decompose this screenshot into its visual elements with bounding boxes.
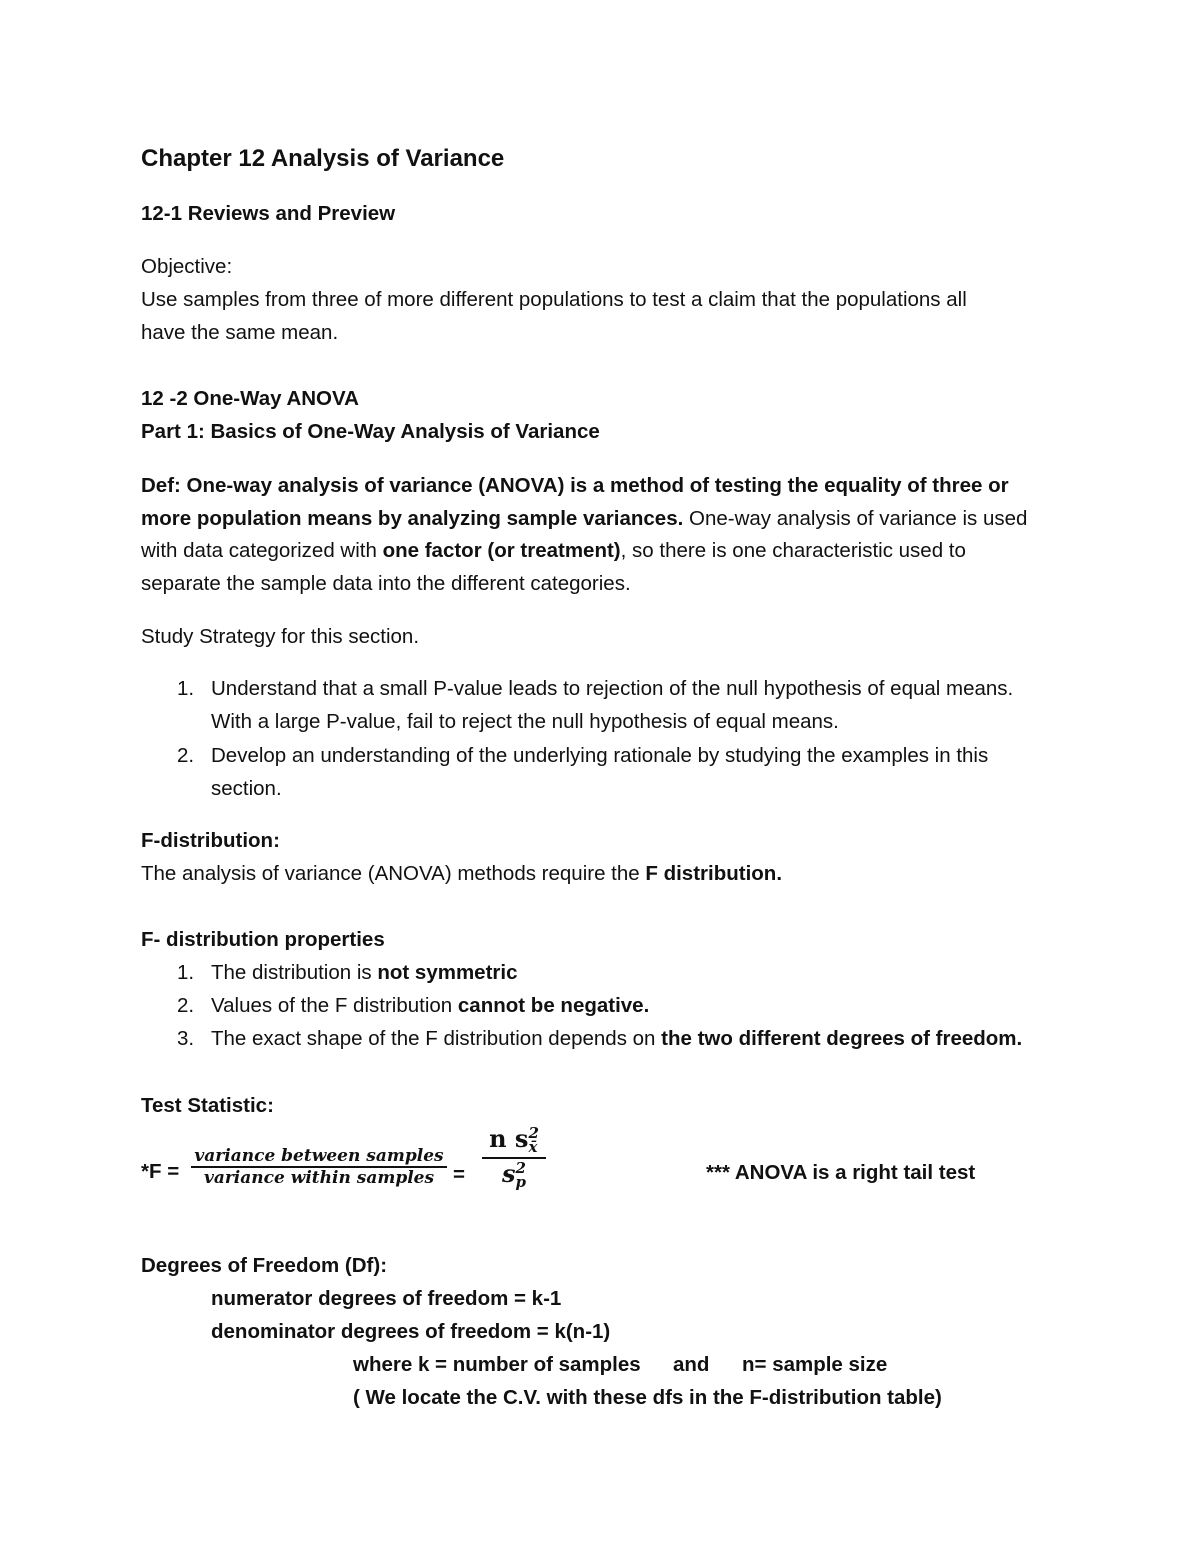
- f-fraction-symbolic: [478, 1123, 550, 1191]
- test-statistic-heading: Test Statistic:: [141, 1094, 274, 1117]
- f-distribution-text-pre: The analysis of variance (ANOVA) methods require the: [141, 862, 646, 885]
- f-formula-label: *F =: [141, 1160, 180, 1183]
- n-definition: n= sample size: [742, 1353, 888, 1376]
- definition-line3: [141, 541, 966, 562]
- symbolic-denominator-sup: 2: [515, 1158, 526, 1177]
- property-item-2: [177, 996, 649, 1017]
- symbolic-numerator: [478, 1123, 550, 1157]
- strategy-item-2-line1: Develop an understanding of the underlying rationale by studying the examples in this: [211, 744, 989, 767]
- strategy-item-2: [177, 746, 988, 767]
- section-heading-12-1: 12-1 Reviews and Preview: [141, 202, 396, 225]
- definition-line3-pre: with data categorized with: [141, 539, 383, 562]
- f-distribution-text: [141, 864, 782, 885]
- study-strategy-label: Study Strategy for this section.: [141, 625, 420, 648]
- list-number: 1.: [177, 961, 195, 984]
- section-heading-12-2: 12 -2 One-Way ANOVA: [141, 387, 359, 410]
- definition-line2-bold: more population means by analyzing sample variances.: [141, 507, 684, 530]
- strategy-item-1: [177, 679, 1013, 700]
- locate-cv-note: ( We locate the C.V. with these dfs in the F-distribution table): [353, 1386, 942, 1409]
- chapter-title: Chapter 12 Analysis of Variance: [141, 145, 505, 172]
- symbolic-numerator-base: n s: [489, 1123, 529, 1153]
- symbolic-denominator-base: s: [501, 1158, 516, 1188]
- symbolic-denominator-sub: p: [515, 1172, 526, 1191]
- equals-sign: =: [453, 1163, 465, 1186]
- numerator-df: numerator degrees of freedom = k-1: [211, 1287, 562, 1310]
- list-number: 1.: [177, 677, 195, 700]
- part-heading: Part 1: Basics of One-Way Analysis of Variance: [141, 420, 600, 443]
- property-item-3-text: The exact shape of the F distribution depends on: [211, 1027, 662, 1050]
- definition-line3-bold: one factor (or treatment): [382, 539, 621, 562]
- property-item-1-text: The distribution is: [211, 961, 378, 984]
- symbolic-denominator: [478, 1158, 550, 1191]
- property-item-2-text: Values of the F distribution: [211, 994, 458, 1017]
- property-item-1-bold: not symmetric: [377, 961, 518, 984]
- property-item-3-bold: the two different degrees of freedom.: [661, 1027, 1023, 1050]
- anova-right-tail-note: *** ANOVA is a right tail test: [706, 1161, 976, 1184]
- objective-text-line2: have the same mean.: [141, 321, 339, 344]
- strategy-item-1-line2: With a large P-value, fail to reject the null hypothesis of equal means.: [211, 710, 839, 733]
- definition-line1: Def: One-way analysis of variance (ANOVA) is a method of testing the equality of three or: [141, 474, 1009, 497]
- list-number: 2.: [177, 994, 195, 1017]
- objective-text-line1: Use samples from three of more different populations to test a claim that the populations all: [141, 288, 967, 311]
- property-item-3: [177, 1029, 1022, 1050]
- definition-line2-rest: One-way analysis of variance is used: [683, 507, 1028, 530]
- definition-line3-post: , so there is one characteristic used to: [620, 539, 966, 562]
- strategy-item-1-line1: Understand that a small P-value leads to rejection of the null hypothesis of equal means.: [211, 677, 1014, 700]
- properties-heading: F- distribution properties: [141, 928, 385, 951]
- definition-line4: separate the sample data into the different categories.: [141, 572, 631, 595]
- objective-label: Objective:: [141, 255, 233, 278]
- list-number: 2.: [177, 744, 195, 767]
- definition-line2: [141, 509, 1027, 530]
- where-k: where k = number of samples: [353, 1353, 641, 1376]
- property-item-1: [177, 963, 518, 984]
- and-word: and: [673, 1353, 710, 1376]
- f-distribution-text-bold: F distribution.: [645, 862, 783, 885]
- symbolic-numerator-sup: 2: [528, 1124, 539, 1142]
- f-distribution-heading: F-distribution:: [141, 829, 280, 852]
- denominator-df: denominator degrees of freedom = k(n-1): [211, 1320, 611, 1343]
- strategy-item-2-line2: section.: [211, 777, 282, 800]
- list-number: 3.: [177, 1027, 195, 1050]
- degrees-heading: Degrees of Freedom (Df):: [141, 1254, 388, 1277]
- property-item-2-bold: cannot be negative.: [457, 994, 650, 1017]
- symbolic-numerator-sub: x̄: [528, 1138, 538, 1157]
- fraction-denominator: variance within samples: [203, 1168, 435, 1188]
- f-fraction-words: [191, 1146, 447, 1188]
- fraction-numerator: variance between samples: [194, 1146, 444, 1166]
